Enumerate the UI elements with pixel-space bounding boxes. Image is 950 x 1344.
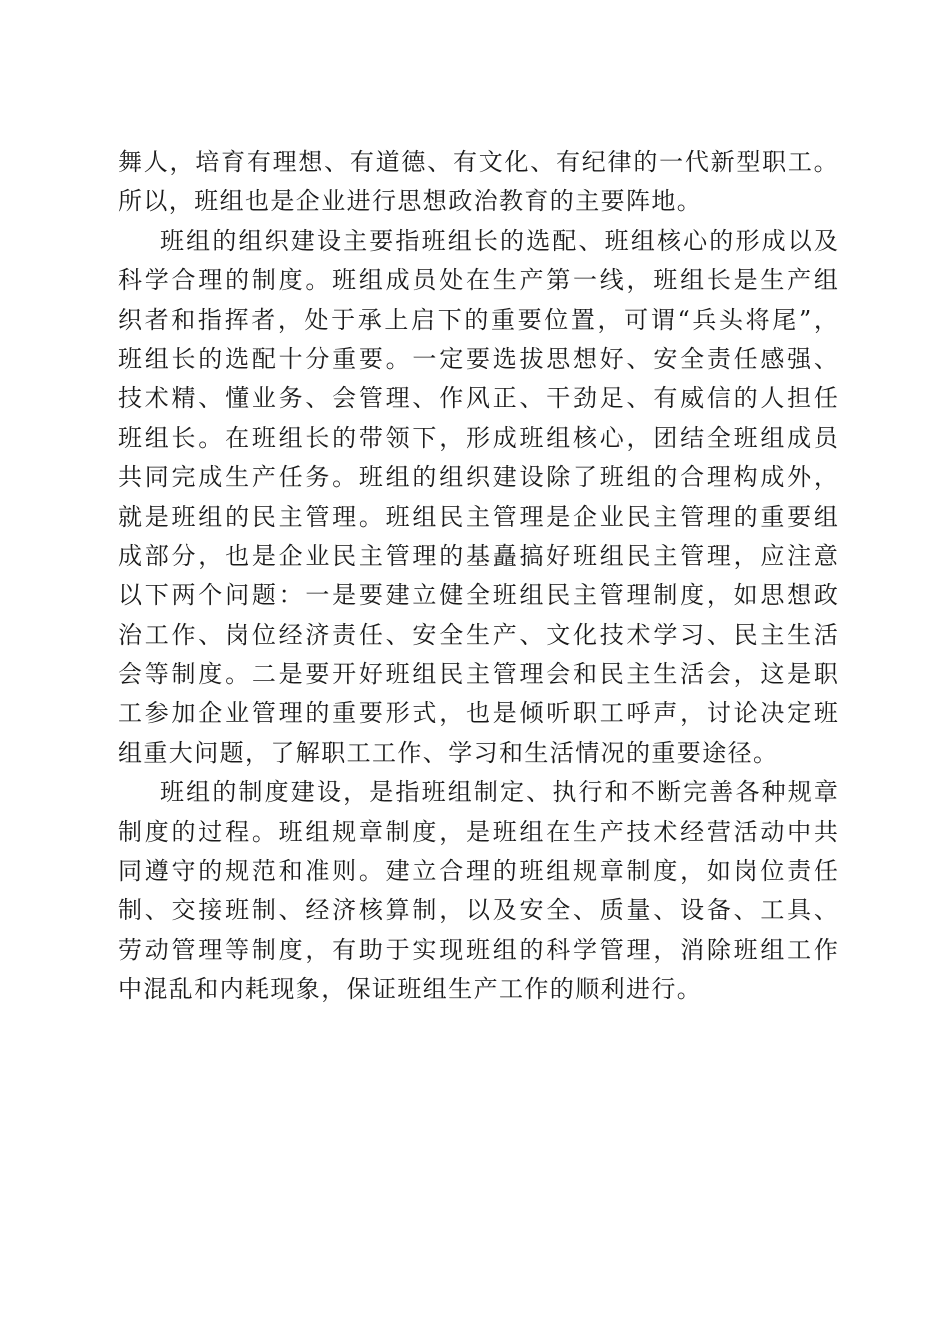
text-line: 组重大问题，了解职工工作、学习和生活情况的重要途径。 xyxy=(118,738,779,767)
body-text xyxy=(118,143,838,1010)
text-line: 科 学 合 理 的 制 度 。 班 组 成 员 处 在 生 产 第 一 线 ， 班 组 长 是 生 产 组 xyxy=(118,266,838,295)
text-line: 就 是 班 组 的 民 主 管 理 。 班 组 民 主 管 理 是 企 业 民 主 管 理 的 重 要 组 xyxy=(118,502,838,531)
text-line: 劳 动 管 理 等 制 度 ， 有 助 于 实 现 班 组 的 科 学 管 理 ， 消 除 班 组 工 作 xyxy=(118,935,838,964)
text-line: 成 部 分 ， 也 是 企 业 民 主 管 理 的 基 矗 搞 好 班 组 民 主 管 理 ， 应 注 意 xyxy=(118,541,838,570)
text-line: 制 、 交 接 班 制 、 经 济 核 算 制 ， 以 及 安 全 、 质 量 、 设 备 、 工 具 、 xyxy=(118,896,838,925)
text-line: 班 组 的 制 度 建 设 ， 是 指 班 组 制 定 、 执 行 和 不 断 完 善 各 种 规 章 xyxy=(160,778,838,807)
text-line: 治 工 作 、 岗 位 经 济 责 任 、 安 全 生 产 、 文 化 技 术 学 习 、 民 主 生 活 xyxy=(118,620,838,649)
text-line: 技 术 精 、 懂 业 务 、 会 管 理 、 作 风 正 、 干 劲 足 、 有 威 信 的 人 担 任 xyxy=(118,384,838,413)
text-line: 班 组 的 组 织 建 设 主 要 指 班 组 长 的 选 配 、 班 组 核 心 的 形 成 以 及 xyxy=(160,226,838,255)
text-line: 制 度 的 过 程 。 班 组 规 章 制 度 ， 是 班 组 在 生 产 技 术 经 营 活 动 中 共 xyxy=(118,817,838,846)
text-line: 工 参 加 企 业 管 理 的 重 要 形 式 ， 也 是 倾 听 职 工 呼 声 ， 讨 论 决 定 班 xyxy=(118,699,838,728)
text-line: 共 同 完 成 生 产 任 务 。 班 组 的 组 织 建 设 除 了 班 组 的 合 理 构 成 外 ， xyxy=(118,463,838,492)
text-line: 舞 人 ， 培 育 有 理 想 、 有 道 德 、 有 文 化 、 有 纪 律 的 一 代 新 型 职 工 。 xyxy=(118,148,838,176)
text-line: 班 组 长 。 在 班 组 长 的 带 领 下 ， 形 成 班 组 核 心 ， 团 结 全 班 组 成 员 xyxy=(118,423,838,452)
text-line: 同 遵 守 的 规 范 和 准 则 。 建 立 合 理 的 班 组 规 章 制 度 ， 如 岗 位 责 任 xyxy=(118,857,838,886)
text-line: 中混乱和内耗现象，保证班组生产工作的顺利进行。 xyxy=(118,975,703,1004)
text-line: 班 组 长 的 选 配 十 分 重 要 。 一 定 要 选 拔 思 想 好 、 安 全 责 任 感 强 、 xyxy=(118,344,838,373)
text-line: 织 者 和 指 挥 者 ， 处 于 承 上 启 下 的 重 要 位 置 ， 可 谓 “ 兵 头 将 尾 ” ， xyxy=(118,305,838,334)
text-line: 以 下 两 个 问 题 ： 一 是 要 建 立 健 全 班 组 民 主 管 理 制 度 ， 如 思 想 政 xyxy=(118,581,838,610)
text-line: 会 等 制 度 。 二 是 要 开 好 班 组 民 主 管 理 会 和 民 主 生 活 会 ， 这 是 职 xyxy=(118,660,838,689)
text-line: 所以，班组也是企业进行思想政治教育的主要阵地。 xyxy=(118,187,703,216)
